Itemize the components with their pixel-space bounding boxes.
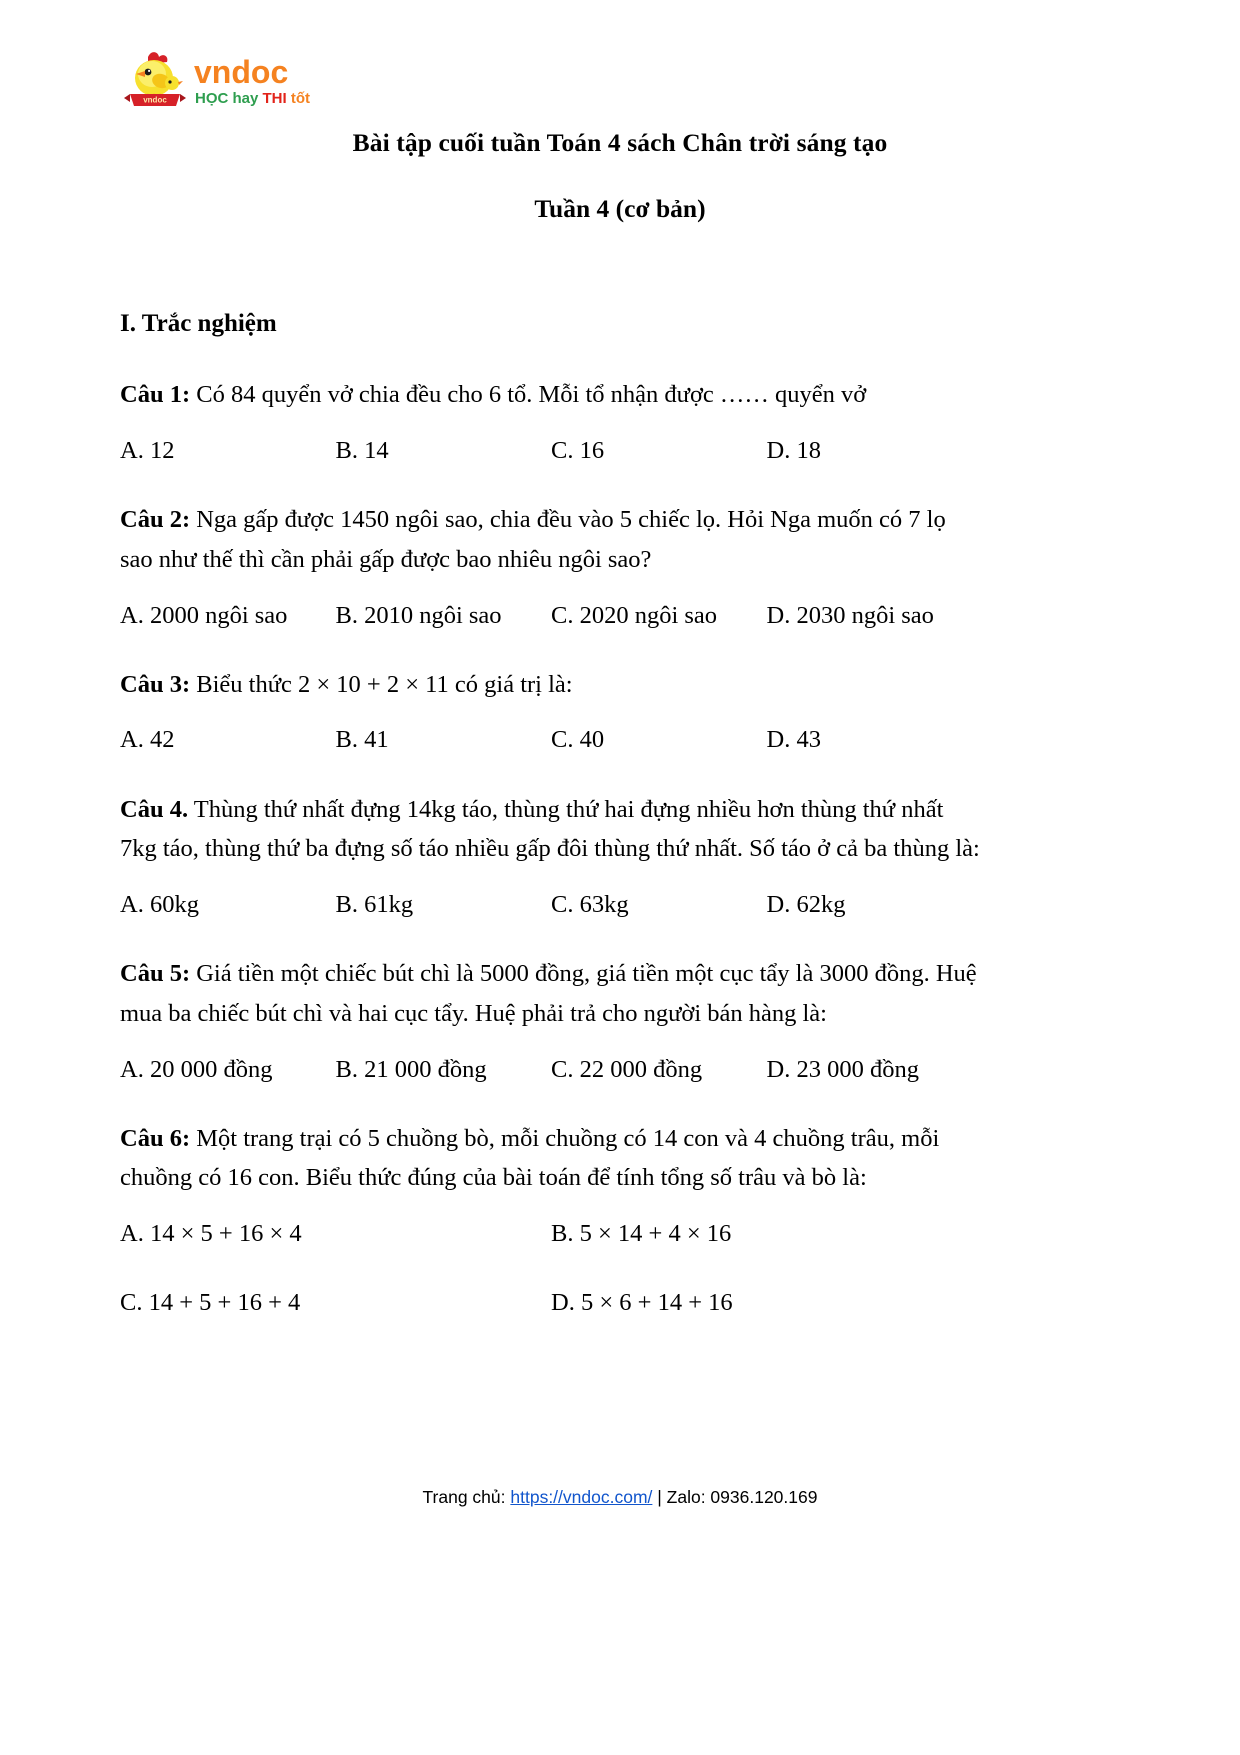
- svg-text:vndoc: vndoc: [143, 95, 167, 105]
- footer-homepage-link[interactable]: https://vndoc.com/: [510, 1487, 653, 1507]
- question-5-label: Câu 5:: [120, 960, 191, 988]
- question-1-options: [120, 431, 982, 470]
- question-2-option-c[interactable]: C. 2020 ngôi sao: [551, 601, 718, 629]
- question-6-text: Một trang trại có 5 chuồng bò, mỗi chuồng có 14 con và 4 chuồng trâu, mỗi chuồng có 16 con. Biểu thức đúng của bài toán để tính tổng số trâu và bò là:: [120, 1124, 940, 1192]
- question-2-label: Câu 2:: [120, 506, 191, 534]
- question-3-option-d[interactable]: D. 43: [766, 726, 821, 754]
- question-6-option-d[interactable]: D. 5 × 6 + 14 + 16: [551, 1289, 733, 1317]
- question-6-options-row-1: [120, 1214, 982, 1253]
- question-4-options: [120, 885, 982, 924]
- question-6: [120, 1119, 982, 1198]
- question-5-options: [120, 1050, 982, 1089]
- vndoc-logo: [118, 48, 323, 110]
- question-2-text: Nga gấp được 1450 ngôi sao, chia đều vào 5 chiếc lọ. Hỏi Nga muốn có 7 lọ sao như thế thì cần phải gấp được bao nhiêu ngôi sao?: [120, 506, 946, 573]
- page-title: Bài tập cuối tuần Toán 4 sách Chân trời sáng tạo: [352, 128, 888, 157]
- question-4-label: Câu 4.: [120, 795, 189, 823]
- logo-tagline: HỌC hay THI tốt: [195, 90, 311, 107]
- chick-mascot-icon: [135, 52, 183, 101]
- document-content: [120, 308, 982, 1352]
- question-1-text: Có 84 quyển vở chia đều cho 6 tổ. Mỗi tổ nhận được …… quyển vở: [190, 381, 867, 409]
- question-5-option-a[interactable]: A. 20 000 đồng: [120, 1055, 273, 1083]
- question-4: [120, 790, 982, 869]
- question-5: [120, 954, 982, 1033]
- question-1-option-b[interactable]: B. 14: [335, 436, 389, 464]
- question-1-option-a[interactable]: A. 12: [120, 436, 175, 464]
- logo-wordmark: vndoc: [194, 54, 289, 90]
- question-6-option-b[interactable]: B. 5 × 14 + 4 × 16: [551, 1220, 732, 1248]
- question-2-option-d[interactable]: D. 2030 ngôi sao: [766, 601, 934, 629]
- page-subtitle: Tuần 4 (cơ bản): [534, 194, 706, 223]
- question-5-option-c[interactable]: C. 22 000 đồng: [551, 1055, 703, 1083]
- question-2: [120, 500, 982, 579]
- question-1-option-d[interactable]: D. 18: [766, 436, 821, 464]
- question-4-option-a[interactable]: A. 60kg: [120, 890, 199, 918]
- footer-suffix: | Zalo: 0936.120.169: [652, 1487, 818, 1507]
- question-5-option-b[interactable]: B. 21 000 đồng: [335, 1055, 487, 1083]
- question-3-label: Câu 3:: [120, 670, 191, 698]
- question-2-option-a[interactable]: A. 2000 ngôi sao: [120, 601, 288, 629]
- section-heading-trac-nghiem: I. Trắc nghiệm: [120, 310, 277, 337]
- question-6-options-row-2: [120, 1283, 982, 1322]
- question-4-option-d[interactable]: D. 62kg: [766, 890, 846, 918]
- question-3: [120, 665, 982, 705]
- question-2-options: [120, 596, 982, 635]
- question-3-options: [120, 720, 982, 759]
- question-4-option-c[interactable]: C. 63kg: [551, 890, 629, 918]
- vndoc-logo-icon: [118, 48, 323, 110]
- question-2-option-b[interactable]: B. 2010 ngôi sao: [335, 601, 502, 629]
- page-footer: [0, 1487, 1240, 1508]
- question-1-option-c[interactable]: C. 16: [551, 436, 605, 464]
- question-1-label: Câu 1:: [120, 381, 191, 409]
- footer-prefix: Trang chủ:: [422, 1487, 511, 1507]
- question-3-option-a[interactable]: A. 42: [120, 726, 175, 754]
- question-3-option-c[interactable]: C. 40: [551, 726, 605, 754]
- question-6-label: Câu 6:: [120, 1124, 191, 1152]
- question-6-option-a[interactable]: A. 14 × 5 + 16 × 4: [120, 1220, 302, 1248]
- question-1: [120, 375, 982, 415]
- question-6-option-c[interactable]: C. 14 + 5 + 16 + 4: [120, 1289, 301, 1317]
- ribbon-banner-icon: [124, 94, 186, 106]
- question-5-option-d[interactable]: D. 23 000 đồng: [766, 1055, 919, 1083]
- question-4-text: Thùng thứ nhất đựng 14kg táo, thùng thứ hai đựng nhiều hơn thùng thứ nhất 7kg táo, thùng thứ ba đựng số táo nhiều gấp đôi thùng thứ nhất. Số táo ở cả ba thùng là:: [120, 795, 980, 863]
- question-4-option-b[interactable]: B. 61kg: [335, 890, 414, 918]
- question-3-text: Biểu thức 2 × 10 + 2 × 11 có giá trị là:: [190, 670, 573, 698]
- question-5-text: Giá tiền một chiếc bút chì là 5000 đồng, giá tiền một cục tẩy là 3000 đồng. Huệ mua ba chiếc bút chì và hai cục tẩy. Huệ phải trả cho người bán hàng là:: [120, 960, 977, 1027]
- question-3-option-b[interactable]: B. 41: [335, 726, 389, 754]
